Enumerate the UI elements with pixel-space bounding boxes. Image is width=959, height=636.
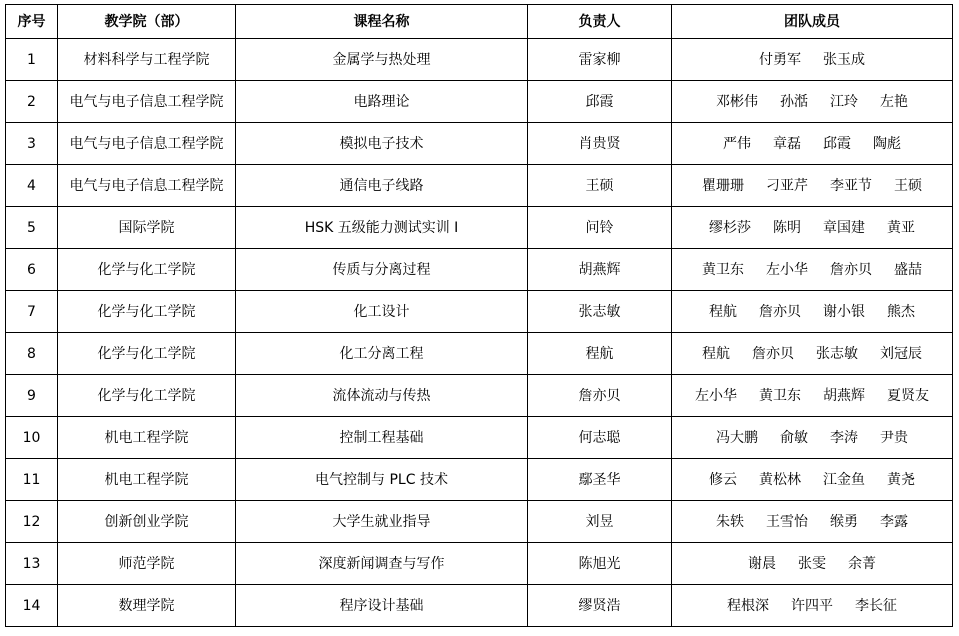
team-member: 刁亚芹 [766, 177, 808, 194]
team-member: 张志敏 [816, 345, 858, 362]
cell-school: 电气与电子信息工程学院 [58, 81, 236, 123]
cell-index: 7 [6, 291, 58, 333]
table-row [6, 165, 953, 207]
team-member: 章国建 [823, 219, 865, 236]
cell-leader: 雷家柳 [528, 39, 672, 81]
team-member: 左小华 [695, 387, 737, 404]
team-member: 章磊 [773, 135, 801, 152]
cell-team [672, 375, 953, 417]
team-member: 熊杰 [887, 303, 915, 320]
team-member-list [672, 304, 952, 320]
team-member-list [672, 94, 952, 110]
table-row [6, 543, 953, 585]
cell-school: 机电工程学院 [58, 417, 236, 459]
cell-school: 化学与化工学院 [58, 249, 236, 291]
team-member: 俞敏 [780, 429, 808, 446]
team-member: 黄卫东 [759, 387, 801, 404]
team-member: 李露 [880, 513, 908, 530]
team-member: 詹亦贝 [759, 303, 801, 320]
team-member-list [672, 556, 952, 572]
header-team: 团队成员 [672, 5, 953, 39]
team-member: 黄卫东 [702, 261, 744, 278]
cell-leader: 陈旭光 [528, 543, 672, 585]
table-row [6, 501, 953, 543]
cell-leader: 缪贤浩 [528, 585, 672, 627]
cell-school: 电气与电子信息工程学院 [58, 123, 236, 165]
team-member: 刘冠辰 [880, 345, 922, 362]
cell-team [672, 417, 953, 459]
cell-course: HSK 五级能力测试实训 I [236, 207, 528, 249]
header-leader: 负责人 [528, 5, 672, 39]
team-member: 余菁 [848, 555, 876, 572]
team-member: 左小华 [766, 261, 808, 278]
team-member: 程根深 [727, 597, 769, 614]
cell-index: 14 [6, 585, 58, 627]
cell-index: 1 [6, 39, 58, 81]
cell-leader: 王硕 [528, 165, 672, 207]
team-member: 冯大鹏 [716, 429, 758, 446]
team-member: 孙湉 [780, 93, 808, 110]
table-row [6, 333, 953, 375]
cell-leader: 程航 [528, 333, 672, 375]
cell-index: 12 [6, 501, 58, 543]
team-member-list [672, 472, 952, 488]
team-member: 修云 [709, 471, 737, 488]
cell-course: 金属学与热处理 [236, 39, 528, 81]
cell-course: 控制工程基础 [236, 417, 528, 459]
cell-leader: 刘昱 [528, 501, 672, 543]
team-member-list [672, 346, 952, 362]
table-row [6, 417, 953, 459]
cell-course: 化工设计 [236, 291, 528, 333]
team-member-list [672, 388, 952, 404]
cell-school: 电气与电子信息工程学院 [58, 165, 236, 207]
team-member-list [672, 262, 952, 278]
team-member-list [672, 220, 952, 236]
cell-index: 8 [6, 333, 58, 375]
cell-school: 化学与化工学院 [58, 375, 236, 417]
table-row [6, 585, 953, 627]
team-member: 尹贵 [880, 429, 908, 446]
cell-leader: 何志聪 [528, 417, 672, 459]
team-member: 江金鱼 [823, 471, 865, 488]
team-member: 瞿珊珊 [702, 177, 744, 194]
cell-team [672, 543, 953, 585]
team-member: 邱霞 [823, 135, 851, 152]
team-member: 陶彪 [873, 135, 901, 152]
team-member-list [672, 178, 952, 194]
team-member: 张玉成 [823, 51, 865, 68]
table-row [6, 81, 953, 123]
team-member: 缑勇 [830, 513, 858, 530]
cell-leader: 问铃 [528, 207, 672, 249]
team-member: 黄尧 [887, 471, 915, 488]
team-member: 李长征 [855, 597, 897, 614]
cell-team [672, 585, 953, 627]
cell-course: 深度新闻调查与写作 [236, 543, 528, 585]
cell-course: 模拟电子技术 [236, 123, 528, 165]
cell-leader: 张志敏 [528, 291, 672, 333]
team-member: 程航 [709, 303, 737, 320]
cell-team [672, 333, 953, 375]
cell-leader: 胡燕辉 [528, 249, 672, 291]
team-member: 黄亚 [887, 219, 915, 236]
team-member: 谢小银 [823, 303, 865, 320]
cell-team [672, 81, 953, 123]
cell-leader: 詹亦贝 [528, 375, 672, 417]
table-row [6, 123, 953, 165]
team-member: 江玲 [830, 93, 858, 110]
team-member: 付勇军 [759, 51, 801, 68]
cell-school: 数理学院 [58, 585, 236, 627]
team-member: 胡燕辉 [823, 387, 865, 404]
header-course: 课程名称 [236, 5, 528, 39]
cell-school: 创新创业学院 [58, 501, 236, 543]
cell-index: 13 [6, 543, 58, 585]
table-row [6, 291, 953, 333]
team-member: 缪杉莎 [709, 219, 751, 236]
team-member-list [672, 52, 952, 68]
cell-index: 11 [6, 459, 58, 501]
course-team-table [5, 4, 953, 627]
cell-index: 10 [6, 417, 58, 459]
team-member-list [672, 430, 952, 446]
cell-school: 师范学院 [58, 543, 236, 585]
cell-course: 大学生就业指导 [236, 501, 528, 543]
cell-team [672, 165, 953, 207]
cell-school: 机电工程学院 [58, 459, 236, 501]
cell-index: 9 [6, 375, 58, 417]
cell-course: 程序设计基础 [236, 585, 528, 627]
team-member: 詹亦贝 [830, 261, 872, 278]
team-member: 盛喆 [894, 261, 922, 278]
team-member: 许四平 [791, 597, 833, 614]
cell-index: 3 [6, 123, 58, 165]
table-body [6, 39, 953, 627]
team-member: 左艳 [880, 93, 908, 110]
team-member: 黄松林 [759, 471, 801, 488]
cell-team [672, 291, 953, 333]
cell-school: 国际学院 [58, 207, 236, 249]
cell-index: 4 [6, 165, 58, 207]
cell-team [672, 501, 953, 543]
cell-index: 5 [6, 207, 58, 249]
team-member: 王硕 [894, 177, 922, 194]
header-school: 教学院（部） [58, 5, 236, 39]
team-member: 詹亦贝 [752, 345, 794, 362]
cell-index: 2 [6, 81, 58, 123]
team-member-list [672, 136, 952, 152]
cell-index: 6 [6, 249, 58, 291]
cell-school: 化学与化工学院 [58, 291, 236, 333]
cell-leader: 鄢圣华 [528, 459, 672, 501]
cell-team [672, 39, 953, 81]
header-index: 序号 [6, 5, 58, 39]
team-member: 朱轶 [716, 513, 744, 530]
team-member-list [672, 514, 952, 530]
cell-leader: 肖贵贤 [528, 123, 672, 165]
cell-course: 流体流动与传热 [236, 375, 528, 417]
cell-course: 通信电子线路 [236, 165, 528, 207]
cell-course: 电气控制与 PLC 技术 [236, 459, 528, 501]
table-row [6, 39, 953, 81]
team-member-list [672, 598, 952, 614]
team-member: 李亚节 [830, 177, 872, 194]
cell-course: 化工分离工程 [236, 333, 528, 375]
cell-team [672, 207, 953, 249]
cell-school: 化学与化工学院 [58, 333, 236, 375]
header-row [6, 5, 953, 39]
team-member: 张雯 [798, 555, 826, 572]
cell-leader: 邱霞 [528, 81, 672, 123]
table-row [6, 375, 953, 417]
table-row [6, 249, 953, 291]
team-member: 李涛 [830, 429, 858, 446]
cell-team [672, 459, 953, 501]
cell-school: 材料科学与工程学院 [58, 39, 236, 81]
team-member: 陈明 [773, 219, 801, 236]
team-member: 程航 [702, 345, 730, 362]
team-member: 严伟 [723, 135, 751, 152]
team-member: 邓彬伟 [716, 93, 758, 110]
team-member: 夏贤友 [887, 387, 929, 404]
table-row [6, 459, 953, 501]
cell-team [672, 249, 953, 291]
team-member: 王雪怡 [766, 513, 808, 530]
cell-course: 传质与分离过程 [236, 249, 528, 291]
cell-team [672, 123, 953, 165]
cell-course: 电路理论 [236, 81, 528, 123]
team-member: 谢晨 [748, 555, 776, 572]
table-row [6, 207, 953, 249]
